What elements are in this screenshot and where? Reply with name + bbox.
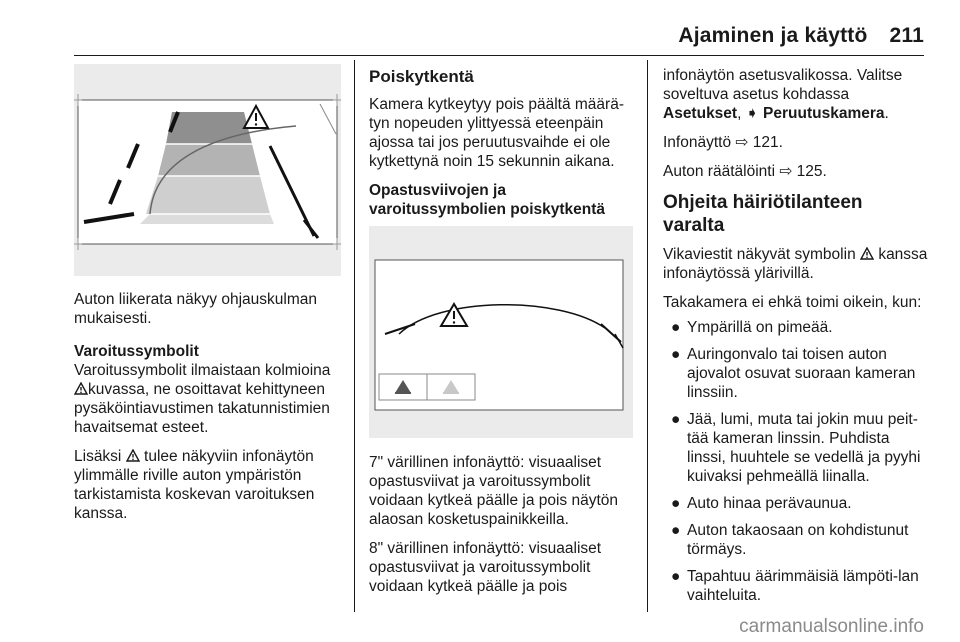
warning-triangle-icon [126,449,140,462]
figure-caption: Auton liikerata näkyy ohjauskulman mukaisesti. [74,291,317,327]
warning-triangle-icon [860,247,874,260]
chapter-title: Ajaminen ja käyttö [678,24,868,47]
column-divider-2 [647,60,648,612]
column-2-lower [369,453,637,606]
camera-trajectory-illustration [74,64,341,276]
warning-triangle-icon [74,382,88,395]
list-item: ● Auton takaosaan on kohdistunut törmäys. [671,522,909,558]
page-reference-icon: ⇨ [735,134,749,151]
column-divider-1 [354,60,355,612]
fault-message-text: Vikaviestit näkyvät symbolin kanssa infonäytössä ylärivillä. [663,246,928,282]
menu-settings: Asetukset [663,105,738,122]
fault-conditions-list [663,318,929,605]
list-item: ● Auto hinaa perävaunua. [671,495,852,512]
infodisplay-illustration [369,226,633,438]
page-number: 211 [889,24,924,47]
display-7in-text: 7" värillinen infonäyttö: visuaaliset opastusviivat ja varoitussymbolit voidaan kytkeä päälle ja pois näytön alaosan kosketuspainikkeilla. [369,454,619,528]
page-header [678,24,924,48]
list-item: ● Auringonvalo tai toisen auton ajovalot osuvat suoraan kameran linssiin. [671,346,916,401]
header-rule [74,55,924,56]
fault-section-heading: Ohjeita häiriötilanteen varalta [663,192,863,236]
display-8in-text: 8" värillinen infonäyttö: visuaaliset opastusviivat ja varoitussymbolit voidaan kytkeä päälle ja pois [369,540,602,595]
reference-infodisplay: Infonäyttö ⇨ 121. [663,134,783,151]
warning-symbols-heading: Varoitussymbolit [74,343,199,360]
column-3 [663,66,929,613]
camera-view-figure [74,64,341,276]
settings-menu-text: infonäytön asetusvalikossa. Valitse soveltuva asetus kohdassa Asetukset, ➧ Peruutuskamera. [663,67,903,122]
section-heading-deactivation: Poiskytkentä [369,67,474,86]
warning-symbols-text: Varoitussymbolit ilmaistaan kolmioina kuvassa, ne osoittavat kehittyneen pysäköintiavustimen takatunnistimien havaitsemat esteet. [74,362,331,436]
deactivation-text: Kamera kytkeytyy pois päältä määrä-tyn nopeuden ylittyessä eteenpäin ajossa tai jos peruutusvaihde ei ole kytkettynä noin 15 sekunnin aikana. [369,96,624,170]
menu-rear-camera: Peruutuskamera [763,105,885,122]
fault-intro: Takakamera ei ehkä toimi oikein, kun: [663,294,922,311]
infodisplay-figure [369,226,633,438]
guidelines-heading: Opastusviivojen ja varoitussymbolien poiskytkentä [369,182,606,218]
warning-additional-text: Lisäksi tulee näkyviin infonäytön ylimmälle riville auton ympäristön tarkistamista koskevan varoituksen kanssa. [74,448,315,522]
watermark: carmanualsonline.info [739,616,924,637]
page-reference-icon: ⇨ [779,163,793,180]
list-item: ● Ympärillä on pimeää. [671,319,833,336]
column-2 [369,66,637,227]
list-item: ● Tapahtuu äärimmäisiä lämpöti-lan vaihteluita. [671,568,919,604]
column-1 [74,290,346,533]
reference-personalisation: Auton räätälöinti ⇨ 125. [663,163,827,180]
list-item: ● Jää, lumi, muta tai jokin muu peit-tää kameran linssin. Puhdista linssi, huuhtele se vedellä ja pyyhi kuivaksi pehmeällä liinalla. [671,411,921,485]
menu-arrow-icon: ➧ [745,105,759,122]
